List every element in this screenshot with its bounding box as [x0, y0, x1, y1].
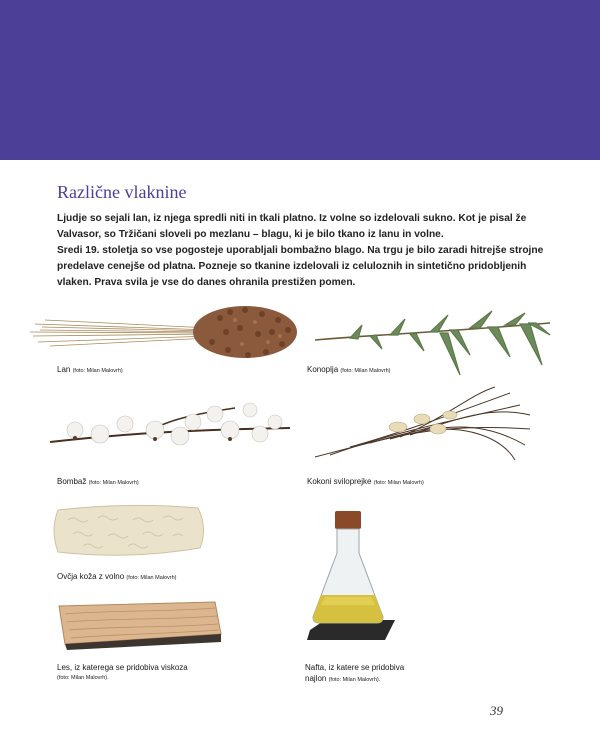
caption-oil-line2 [305, 673, 445, 686]
cotton-image [45, 400, 295, 455]
wood-image [55, 600, 225, 652]
body-text [57, 211, 557, 291]
caption-cotton [57, 476, 139, 489]
caption-flax [57, 364, 123, 377]
section-title: Različne vlaknine [57, 182, 187, 202]
caption-sheepskin-credit: (foto: Milan Malovrh) [126, 575, 177, 581]
caption-sheepskin [57, 571, 177, 584]
flax-image [30, 300, 300, 362]
caption-flax-credit: (foto: Milan Malovrh) [72, 368, 123, 374]
caption-oil [305, 662, 445, 686]
cocoons-image [310, 385, 535, 470]
caption-sheepskin-label: Ovčja koža z volno [57, 572, 125, 581]
caption-hemp-credit: (foto: Milan Malovrh) [340, 368, 391, 374]
page-number: 39 [490, 703, 503, 718]
paragraph-2: Sredi 19. stoletja so vse pogosteje uporabljali bombažno blago. Na trgu je bilo zaradi hitrejše strojne predelave cenejše od platna. Pozneje so tkanine izdelovali iz celuloznih in sintetično pridobljenih vlaken. Prava svila je vse do danes ohranila prestižen pomen. [57, 245, 544, 288]
header-banner [0, 0, 600, 160]
caption-cocoons-credit: (foto: Milan Malovrh) [373, 480, 424, 486]
caption-oil-credit: (foto: Milan Malovrh). [328, 677, 381, 683]
caption-wood-label: Les, iz katerega se pridobiva viskoza [57, 663, 188, 672]
caption-hemp-label: Konoplja [307, 365, 339, 374]
caption-flax-label: Lan [57, 365, 71, 374]
caption-oil-label2: najlon [305, 674, 327, 683]
caption-cotton-label: Bombaž [57, 477, 87, 486]
oil-flask-image [305, 505, 400, 645]
caption-cocoons-label: Kokoni sviloprejke [307, 477, 372, 486]
caption-hemp [307, 364, 391, 377]
caption-wood [57, 662, 197, 684]
caption-wood-credit: (foto: Milan Malovrh). [57, 675, 109, 681]
caption-oil-label: Nafta, iz katere se pridobiva [305, 663, 405, 672]
paragraph-1: Ljudje so sejali lan, iz njega spredli niti in tkali platno. Iz volne so izdelovali sukno. Kot je pisal že Valvasor, so Tržičani sloveli po mezlanu – blagu, ki je bilo tkano iz lanu in volne. [57, 213, 527, 240]
caption-cocoons [307, 476, 424, 489]
sheepskin-image [48, 500, 210, 560]
caption-cotton-credit: (foto: Milan Malovrh) [88, 480, 139, 486]
